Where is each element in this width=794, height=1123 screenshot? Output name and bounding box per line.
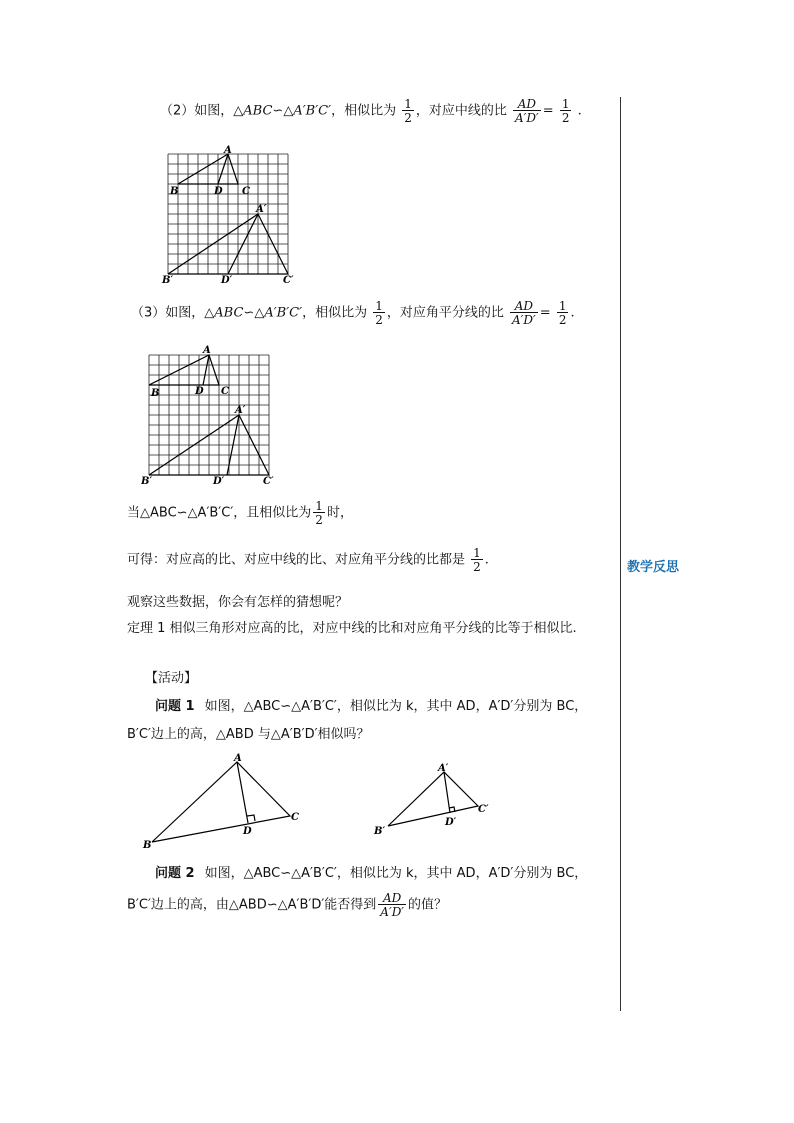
label-B: B [143,840,152,850]
question-2-line2: B′C′边上的高，由△ABD∽△A′B′D′能否得到 $\frac{AD}{A'D'}$ 的值？ [127,891,448,919]
ratio-fraction: $\frac{1}{2}$ [404,97,412,125]
ad-fraction: $\frac{AD}{A'D'}$ [512,299,536,327]
ad-fraction: $\frac{AD}{A'D'}$ [380,891,405,919]
problem-2-text: （2）如图，△ABC∽△A′B′C′，相似比为 $\frac{1}{2}$ ，对应中线的比 $\frac{AD}{A'D'}$ = $\frac{1}{2}$ . [160,97,582,125]
triangle-abc-prime-figure [370,760,500,840]
problem-3-text: （3）如图，△ABC∽△A′B′C′，相似比为 $\frac{1}{2}$ ，对应角平分线的比 $\frac{AD}{A'D'}$ = $\frac{1}{2}$ . [131,299,575,327]
ratio-fraction: $\frac{1}{2}$ [375,299,383,327]
label-A: A [224,145,232,156]
value-fraction: $\frac{1}{2}$ [561,97,570,125]
label-C: C [291,812,299,823]
label-C-prime: C′ [478,804,489,815]
teaching-reflection-title: 教学反思 [627,560,680,575]
triangle-abc-figure [140,750,310,850]
label-D-prime: D′ [445,817,457,828]
label-D: D [195,386,204,397]
question-1-line2: B′C′边上的高，△ABD 与△A′B′D′相似吗？ [127,727,370,742]
label-C-prime: C′ [263,476,274,487]
question-1-line1: 问题 1 如图，△ABC∽△A′B′C′，相似比为 k，其中 AD，A′D′分别为 BC， [155,699,588,714]
label-A-prime: A′ [235,405,246,416]
label-A-prime: A′ [256,204,267,215]
label-B-prime: B′ [374,826,386,837]
grid-figure-median [160,142,300,287]
label-D: D [214,186,223,197]
label-D-prime: D′ [213,476,225,487]
ratio-fraction: $\frac{1}{2}$ [315,499,323,527]
label-A: A [203,345,211,356]
label-D-prime: D′ [221,275,233,286]
question-2-line1: 问题 2 如图，△ABC∽△A′B′C′，相似比为 k，其中 AD，A′D′分别为 BC， [155,866,588,881]
ratio-fraction: $\frac{1}{2}$ [473,546,481,574]
when-statement: 当△ABC∽△A′B′C′，且相似比为 $\frac{1}{2}$ 时， [127,499,353,527]
label-D: D [243,826,252,837]
label-B-prime: B′ [141,476,153,487]
theorem-1: 定理 1 相似三角形对应高的比，对应中线的比和对应角平分线的比等于相似比. [127,621,577,636]
label-B-prime: B′ [162,275,174,286]
column-divider [620,97,621,1011]
grid-figure-bisector [141,343,281,488]
observe-question: 观察这些数据，你会有怎样的猜想呢？ [127,595,349,610]
label-B: B [151,388,160,399]
label-C-prime: C′ [283,275,294,286]
value-fraction: $\frac{1}{2}$ [558,299,567,327]
label-B: B [170,186,179,197]
label-A-prime: A′ [438,763,449,774]
label-C: C [242,186,250,197]
label-C: C [221,386,229,397]
conclusion-statement: 可得：对应高的比、对应中线的比、对应角平分线的比都是 $\frac{1}{2}$ . [127,546,489,574]
activity-heading: 【活动】 [145,671,198,686]
label-A: A [234,753,242,764]
ad-fraction: $\frac{AD}{A'D'}$ [515,97,539,125]
